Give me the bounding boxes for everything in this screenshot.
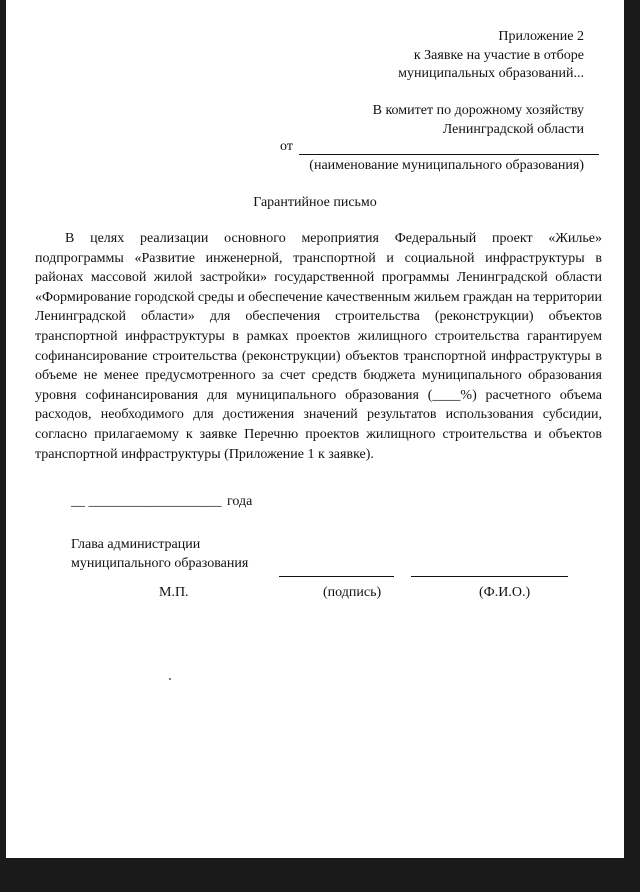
stamp-label: М.П.	[159, 585, 189, 600]
from-underline	[299, 154, 599, 155]
date-blank: __ ___________________	[71, 494, 222, 509]
document-page	[6, 0, 624, 858]
appendix-reference: к Заявке на участие в отборе	[413, 48, 584, 63]
scan-speck	[169, 678, 171, 680]
from-label: от	[280, 139, 293, 154]
signatory-position: Глава администрации	[71, 537, 201, 552]
addressee-line-1: В комитет по дорожному хозяйству	[372, 103, 584, 118]
from-caption: (наименование муниципального образования)	[309, 158, 584, 173]
name-caption: (Ф.И.О.)	[479, 585, 531, 600]
name-line	[411, 576, 568, 577]
signature-caption: (подпись)	[323, 585, 382, 600]
signature-line	[279, 576, 394, 577]
letter-body	[35, 229, 602, 464]
signatory-position-cont: муниципального образования	[71, 556, 249, 571]
addressee-line-2: Ленинградской области	[442, 122, 584, 137]
letter-title: Гарантийное письмо	[253, 195, 377, 210]
date-suffix: года	[227, 494, 253, 509]
appendix-reference-cont: муниципальных образований...	[398, 66, 584, 81]
appendix-number: Приложение 2	[498, 29, 584, 44]
body-paragraph: В целях реализации основного мероприятия Федеральный проект «Жилье» подпрограммы «Развитие инженерной, транспортной и социальной инфраструктуры в районах массовой жилой застройки» государственной программы Ленинградской области «Формирование городской среды и обеспечение качественным жильем граждан на территории Ленинградской области» для обеспечения строительства (реконструкции) объектов транспортной инфраструктуры в рамках проектов жилищного строительства гарантируем софинансирование строительства (реконструкции) объектов транспортной инфраструктуры в объеме не менее предусмотренного за счет средств бюджета муниципального образования уровня софинансирования для муниципального образования (____%) расчетного объема расходов, необходимого для достижения значений результатов использования субсидии, согласно прилагаемому к заявке Перечню проектов жилищного строительства и объектов транспортной инфраструктуры (Приложение 1 к заявке).	[35, 231, 602, 462]
